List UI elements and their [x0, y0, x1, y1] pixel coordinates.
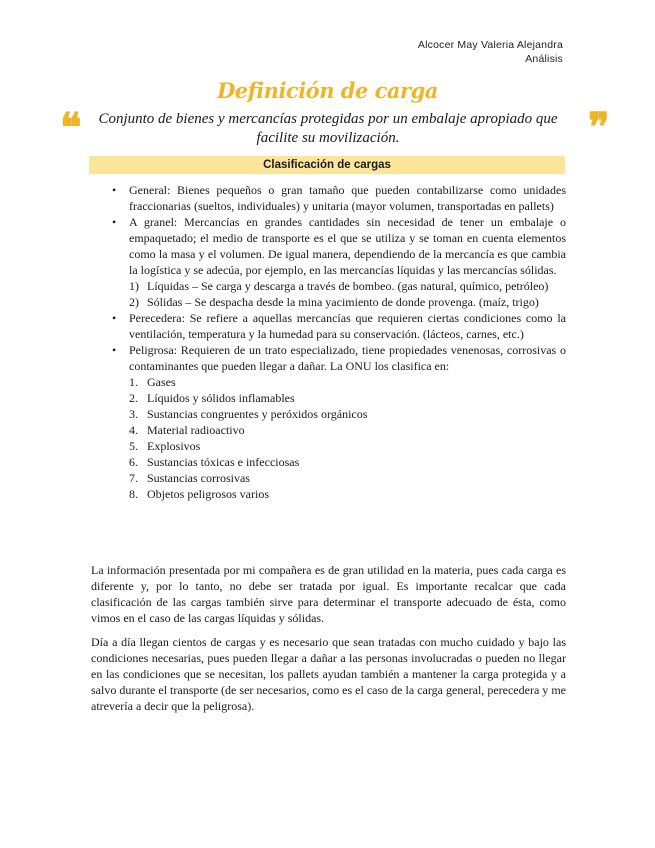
list-item: [129, 454, 566, 470]
list-item: [129, 374, 566, 390]
list-item: [129, 390, 566, 406]
analysis-paragraph-1: La información presentada por mi compañera es de gran utilidad en la materia, pues cada carga es diferente y, por lo tanto, no debe ser tratada por igual. Es importante recalcar que cada clasificación de las cargas también sirve para determinar el transporte adecuado de ésta, como vimos en el caso de las cargas líquidas y sólidas.: [91, 563, 566, 625]
definition-quote: Conjunto de bienes y mercancías protegidas por un embalaje apropiado que facilite su movilización.: [98, 111, 558, 146]
document-header: [418, 38, 563, 66]
close-quote-icon: ❞: [588, 104, 610, 151]
author-name: Alcocer May Valeria Alejandra: [417, 39, 563, 51]
list-number: 7.: [129, 471, 138, 485]
list-number: 1.: [129, 375, 138, 389]
list-item: [129, 470, 566, 486]
bullet-icon: •: [112, 311, 117, 325]
list-item: [129, 406, 566, 422]
list-number: 4.: [129, 423, 138, 437]
list-number: 1): [129, 279, 139, 293]
list-number: 8.: [129, 487, 138, 501]
classification-list-container: [91, 182, 566, 502]
classification-peligrosa: Peligrosa: Requieren de un trato especializado, tiene propiedades venenosas, corrosivas o contaminantes que pueden llegar a dañar. La ONU los clasifica en:: [129, 343, 566, 373]
document-subtitle: Análisis: [525, 53, 563, 65]
page-title: Definición de carga: [217, 78, 438, 103]
bullet-icon: •: [112, 215, 117, 229]
granel-liquidas: Líquidas – Se carga y descarga a través de bombeo. (gas natural, químico, petróleo): [147, 279, 549, 293]
analysis-paragraph-2: Día a día llegan cientos de cargas y es necesario que sean tratadas con mucho cuidado y bajo las condiciones necesarias, pues pueden llegar a dañar a las personas involucradas o pueden no llegar en las condiciones que se necesitan, los pallets ayudan también a mantener la carga protegida y a salvo durante el transporte (de ser necesarios, como es el caso de la carga general, perecedera y me atrevería a decir que la peligrosa).: [91, 635, 566, 713]
list-item: [91, 342, 566, 502]
list-item: [91, 310, 566, 342]
bullet-icon: •: [112, 343, 117, 357]
granel-sublist: [129, 278, 566, 310]
onu-class-list: [129, 374, 566, 502]
list-number: 5.: [129, 439, 138, 453]
list-item: [129, 294, 566, 310]
onu-class: Explosivos: [147, 439, 201, 453]
classification-list: [91, 182, 566, 502]
onu-class: Gases: [147, 375, 176, 389]
open-quote-icon: ❝: [60, 104, 82, 151]
onu-class: Sustancias tóxicas e infecciosas: [147, 455, 300, 469]
list-number: 2): [129, 295, 139, 309]
list-item: [91, 214, 566, 310]
onu-class: Material radioactivo: [147, 423, 245, 437]
list-item: [129, 486, 566, 502]
classification-granel: A granel: Mercancías en grandes cantidades sin necesidad de tener un embalaje o empaquetado; el medio de transporte es el que se utiliza y se toman en cuenta elementos como la masa y el volumen. De igual manera, dependiendo de la mercancía es que cambia la logística y se adecúa, por ejemplo, en las mercancías líquidas y las mercancías sólidas.: [129, 215, 566, 277]
list-number: 3.: [129, 407, 138, 421]
onu-class: Objetos peligrosos varios: [147, 487, 269, 501]
onu-class: Sustancias corrosivas: [147, 471, 250, 485]
granel-solidas: Sólidas – Se despacha desde la mina yacimiento de donde provenga. (maíz, trigo): [147, 295, 539, 309]
list-item: [129, 422, 566, 438]
section-heading: Clasificación de cargas: [89, 156, 565, 174]
list-item: [129, 278, 566, 294]
classification-perecedera: Perecedera: Se refiere a aquellas mercancías que requieren ciertas condiciones como la ventilación, temperatura y la humedad para su conservación. (lácteos, carnes, etc.): [129, 311, 566, 341]
list-item: [129, 438, 566, 454]
bullet-icon: •: [112, 183, 117, 197]
list-number: 6.: [129, 455, 138, 469]
list-number: 2.: [129, 391, 138, 405]
onu-class: Líquidos y sólidos inflamables: [147, 391, 295, 405]
classification-general: General: Bienes pequeños o gran tamaño que pueden contabilizarse como unidades fraccionarias (sueltos, individuales) y unitaria (mayor volumen, transportadas en pallets): [129, 183, 566, 213]
onu-class: Sustancias congruentes y peróxidos orgánicos: [147, 407, 368, 421]
list-item: [91, 182, 566, 214]
